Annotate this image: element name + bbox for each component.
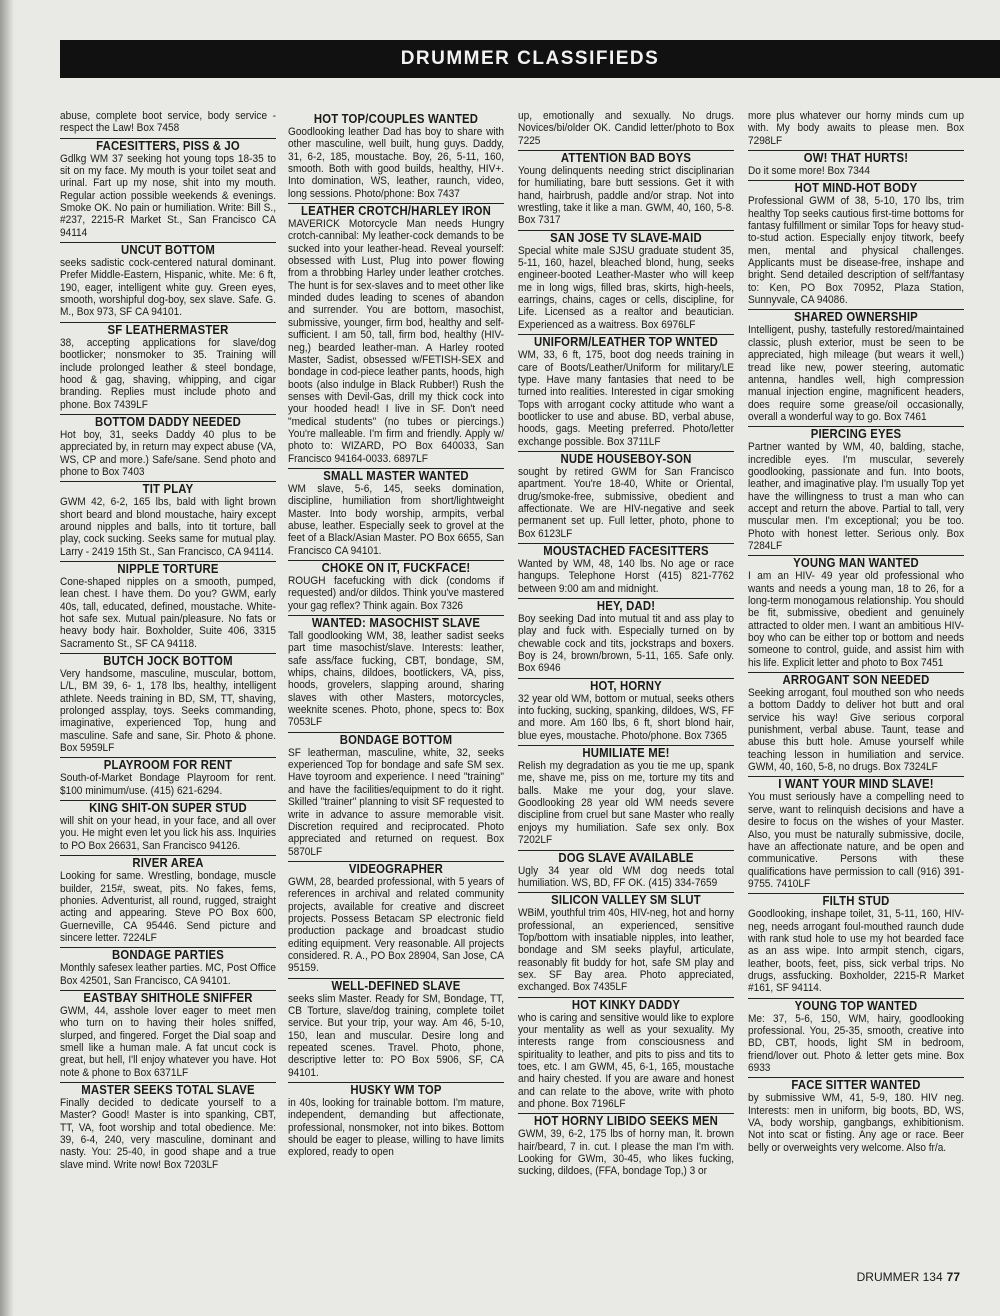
classified-ad (60, 1082, 276, 1171)
ad-heading: WANTED: MASOCHIST SLAVE (288, 615, 504, 630)
ad-body: Seeking arrogant, foul mouthed son who needs a bottom Daddy to deliver hot butt and oral service his way! Give serious corporal punishment, verbal abuse. Taunt, tease and abuse this butt hole. Amuse yourself while teaching lesson in humiliation and service. GWM, 40, 160, 5-8, no drugs. Box 7324LF (748, 687, 964, 774)
classified-ad (288, 560, 504, 612)
ad-heading: HOT KINKY DADDY (518, 997, 734, 1012)
classified-ad (288, 1082, 504, 1159)
ad-heading: RIVER AREA (60, 855, 276, 870)
classified-ad (748, 998, 964, 1075)
ad-body: ROUGH facefucking with dick (condoms if requested) and/or dildos. Think you've mastered your gag reflex? Think again. Box 7326 (288, 575, 504, 612)
ad-body: up, emotionally and sexually. No drugs. Novices/bi/older OK. Candid letter/photo to Box 7225 (518, 110, 734, 147)
classified-ad (288, 468, 504, 557)
classified-ad (518, 850, 734, 890)
classified-ad (60, 757, 276, 797)
ad-heading: KING SHIT-ON SUPER STUD (60, 800, 276, 815)
classified-ad (748, 776, 964, 890)
ad-body: in 40s, looking for trainable bottom. I'm mature, independent, demanding but affectionate, professional, nonsmoker, not into bikes. Bottom should be eager to please, willing to have limits explored, ready to open (288, 1097, 504, 1159)
ad-heading: HEY, DAD! (518, 598, 734, 613)
ad-heading: HOT HORNY LIBIDO SEEKS MEN (518, 1113, 734, 1128)
ad-heading: WELL-DEFINED SLAVE (288, 978, 504, 993)
ad-body: SF leatherman, masculine, white, 32, seeks experienced Top for bondage and safe SM sex. Have toyroom and experience. I need "training" and have the facilities/equipment to do it right. Skilled "trainer" planning to visit SF requested to write in advance to assure memorable visit. Discretion required and reciprocated. Photo appreciated and returned on request. Box 5870LF (288, 746, 504, 858)
ad-heading: NUDE HOUSEBOY-SON (518, 451, 734, 466)
classified-ad (60, 990, 276, 1079)
ad-heading: FACE SITTER WANTED (748, 1077, 964, 1092)
classifieds-column-1 (60, 110, 276, 1174)
ad-body: Professional GWM of 38, 5-10, 170 lbs, trim healthy Top seeks cautious first-time bottoms for fantasy fulfillment or similar Tops for heavy stud-to-stud action. Especially enjoy titwork, beefy men, mental and physical challenges. Applicants must be disease-free, inshape and bright. Send detailed description of self/fantasy to: Ken, PO Box 70952, Plaza Station, Sunnyvale, CA 94086. (748, 195, 964, 307)
ad-heading: HOT TOP/COUPLES WANTED (313, 112, 479, 126)
ad-heading: MASTER SEEKS TOTAL SLAVE (60, 1082, 276, 1097)
ad-body: Do it some more! Box 7344 (748, 165, 871, 178)
ad-heading: UNIFORM/LEATHER TOP WNTED (518, 334, 734, 349)
ad-heading: PLAYROOM FOR RENT (60, 757, 276, 772)
ad-heading: DOG SLAVE AVAILABLE (518, 850, 734, 865)
classified-ad (60, 653, 276, 754)
ad-body: You must seriously have a compelling need to serve, want to relinquish decisions and have a desire to focus on the wishes of your Master. Also, you must be naturally submissive, docile, have an affectionate nature, and be open and communicative. Persons with these qualifications have permission to call (916) 391-9755. 7410LF (748, 791, 964, 890)
classified-ad (748, 426, 964, 552)
ad-heading: YOUNG TOP WANTED (748, 998, 964, 1013)
section-header (60, 40, 1000, 78)
ad-body: more plus whatever our horny minds cum up with. My body awaits to please men. Box 7298LF (748, 110, 964, 147)
classified-ad (288, 203, 504, 465)
ad-heading: ATTENTION BAD BOYS (518, 150, 734, 165)
ad-body: will shit on your head, in your face, and all over you. He might even let you lick his ass. Inquiries to PO Box 26631, San Francisco 94126. (60, 815, 276, 852)
ad-body: by submissive WM, 41, 5-9, 180. HIV neg. Interests: men in uniform, big boots, BD, WS, VA, body worship, gangbangs, exhibitionism. Not into scat or fisting. Any age or race. Beer belly or overweights very welcome. Also fr/a. (748, 1092, 964, 1154)
ad-body: WBiM, youthful trim 40s, HIV-neg, hot and horny professional, an experienced, sensitive Top/bottom with insatiable nipples, into leather, bondage and SM seeks playful, articulate, reasonably fit buddy for hot, safe SM play and sex. SF Bay area. Photo appreciated, exchanged. Box 7435LF (518, 907, 734, 994)
classified-ad (288, 861, 504, 975)
classified-ad (518, 892, 734, 993)
ad-body: 38, accepting applications for slave/dog bootlicker; nonsmoker to 35. Training will include prolonged leather & steel bondage, hood & gag, shaving, whipping, and cigar branding. Replies must include photo and phone. Box 7439LF (60, 336, 276, 411)
classified-ad (518, 334, 734, 448)
ad-heading: SILICON VALLEY SM SLUT (518, 892, 734, 907)
classified-ad (60, 947, 276, 987)
ad-body: Goodlooking leather Dad has boy to share with other masculine, well built, hung guys. Daddy, 31, 6-2, 185, moustache. Boy, 26, 5-11, 160, smooth. Both with good builds, healthy, HIV+. Into domination, WS, leather, raunch, video, long sessions. Photo/phone: Box 7437 (288, 126, 504, 200)
ad-body: Goodlooking, inshape toilet, 31, 5-11, 160, HIV-neg, needs arrogant foul-mouthed raunch dude with rank stud hole to use my hot bearded face as an ass wipe. Into armpit stench, cigars, leather, boots, feet, piss, sick verbal trips. No drugs, assfucking. Boxholder, 2215-R Market #161, SF 94114. (748, 908, 964, 995)
ad-heading: SAN JOSE TV SLAVE-MAID (518, 230, 734, 245)
ad-body: abuse, complete boot service, body service - respect the Law! Box 7458 (60, 110, 276, 135)
classified-ad (748, 893, 964, 994)
ad-body: WM, 33, 6 ft, 175, boot dog needs training in care of Boots/Leather/Uniform for military/LE type. Have many fantasies that need to be turned into realities. Interested in cigar smoking Tops with arrogant cocky attitude who want a bootlicker to use and abuse. BD, verbal abuse, hoods, gags. Meeting preferred. Photo/letter exchange possible. Box 3711LF (518, 349, 734, 448)
classified-ad (288, 615, 504, 729)
ad-body: Intelligent, pushy, tastefully restored/maintained classic, plush exterior, must be seen to be appreciated, high mileage (but wears it well,) tread like new, power steering, automatic antenna, handles well, high compression manual injection engine, magnificent headers, does require some grease/oil occasionally, overall a wonderful way to go. Box 7461 (748, 324, 964, 423)
classified-ad (60, 481, 276, 558)
ad-body: Monthly safesex leather parties. MC, Post Office Box 42501, San Francisco, CA 94101. (60, 962, 276, 987)
ad-heading: CHOKE ON IT, FUCKFACE! (288, 560, 504, 575)
page-number: 77 (946, 1270, 960, 1284)
ad-heading: BUTCH JOCK BOTTOM (60, 653, 276, 668)
classified-ad (748, 110, 964, 147)
classified-ad (748, 180, 964, 306)
ad-heading: SMALL MASTER WANTED (288, 468, 504, 483)
classified-ad (518, 543, 734, 595)
ad-body: Ugly 34 year old WM dog needs total humiliation. WS, BD, FF OK. (415) 334-7659 (518, 864, 734, 889)
page-spine-shadow (0, 0, 14, 1316)
ad-heading: FILTH STUD (748, 893, 964, 908)
ad-body: Wanted by WM, 48, 140 lbs. No age or race hangups. Telephone Horst (415) 821-7762 between 9:00 am and midnight. (518, 557, 734, 595)
ad-body: Relish my degradation as you tie me up, spank me, shave me, piss on me, torture my tits and balls. Make me your dog, your slave. Goodlooking 28 year old WM needs severe discipline from cruel but sane Master who really enjoys my humiliation. Safe sex only. Box 7202LF (518, 760, 734, 847)
classified-ad (748, 555, 964, 669)
ad-heading: EASTBAY SHITHOLE SNIFFER (60, 990, 276, 1005)
classified-ad (288, 112, 504, 200)
ad-heading: LEATHER CROTCH/HARLEY IRON (288, 203, 504, 218)
ad-heading: BONDAGE BOTTOM (288, 732, 504, 747)
ad-body: GWM, 44, asshole lover eager to meet men who turn on to having their holes sniffed, slurped, and fingered. Forget the Dial soap and smell like a human male. A fat uncut cock is great, but hell, I'll enjoy whatever you have. Hot note & phone to Box 6371LF (60, 1004, 276, 1079)
ad-heading: I WANT YOUR MIND SLAVE! (748, 776, 964, 791)
classified-ad (748, 309, 964, 423)
ad-body: South-of-Market Bondage Playroom for rent. $100 minimum/use. (415) 621-6294. (60, 772, 276, 797)
classified-ad (60, 242, 276, 319)
ad-heading: BOTTOM DADDY NEEDED (60, 414, 276, 429)
classified-ad (518, 1113, 734, 1177)
ad-heading: BONDAGE PARTIES (60, 947, 276, 962)
ad-body: Looking for same. Wrestling, bondage, muscle builder, 215#, sweat, pits. No fakes, fems, phonies. Adventurist, all round, rugged, straight acting and appearing. Steve PO Box 600, Guerneville, CA 95446. Send picture and sincere letter. 7224LF (60, 870, 276, 944)
section-title: DRUMMER CLASSIFIEDS (400, 48, 660, 69)
ad-heading: SF LEATHERMASTER (60, 322, 276, 337)
ad-heading: HUSKY WM TOP (288, 1082, 504, 1097)
ad-body: Gdlkg WM 37 seeking hot young tops 18-35 to sit on my face. My mouth is your toilet seat and urinal. Fart up my nose, shit into my mouth. Regular action possible weekends & evenings. Smoke OK. No pain or humiliation. Write: Bill S., #237, 2215-R Market St., San Francisco CA 94114 (60, 152, 276, 239)
ad-heading: FACESITTERS, PISS & JO (60, 138, 276, 153)
classified-ad (518, 150, 734, 227)
ad-body: Very handsome, masculine, muscular, bottom, L/L, BM 39, 6- 1, 178 lbs, healthy, intelligent athlete. Needs training in BD, SM, TT, shaving, prolonged assplay, toys. Seeks commanding, imaginative, experienced Top, hung and masculine. Safe and sane, Sir. Photo & phone. Box 5959LF (60, 668, 276, 755)
classified-ad (518, 678, 734, 742)
ad-body: Partner wanted by WM, 40, balding, stache, incredible eyes. I'm muscular, severely goodlooking, passionate and fun. Into boots, leather, and imaginative play. I'm usually Top yet have the willingness to trust a man who can accept and return the above. Partial to tall, very muscular men. I'm exceptional; you be too. Photo with honest letter. Serious only. Box 7284LF (748, 441, 964, 552)
ad-body: Special white male SJSU graduate student 35, 5-11, 160, hazel, bleached blond, hung, seeks engineer-booted Leather-Master who will keep me in long wigs, filled bras, skirts, high-heels, earrings, chains, cages or cells, discipline, for Life. Licensed as a realtor and beautician. Experienced as a waitress. Box 6976LF (518, 244, 734, 331)
ad-body: WM slave, 5-6, 145, seeks domination, discipline, humiliation from short/lightweight Master. Into body worship, armpits, verbal abuse, leather. Especially seek to grovel at the feet of a Black/Asian Master. PO Box 6655, San Francisco CA 94101. (288, 482, 504, 557)
classified-ad (748, 150, 964, 177)
ad-heading: UNCUT BOTTOM (60, 242, 276, 257)
ad-body: GWM 42, 6-2, 165 lbs, bald with light brown short beard and blond moustache, hairy except around nipples and balls, into tit torture, ball play, cock sucking. Seeks same for mutual play. Larry - 2419 15th St., San Francisco, CA 94114. (60, 496, 276, 558)
classified-ad (60, 855, 276, 944)
magazine-issue: DRUMMER 134 (856, 1270, 943, 1284)
classified-ad (518, 110, 734, 147)
classified-ad (288, 732, 504, 858)
ad-body: MAVERICK Motorcycle Man needs Hungry crotch-cannibal: My leather-cock demands to be sucked into your leather-head. Reveal yourself: obsessed with Lust, Plug into power flowing from a throbbing Harley under leather crotches. The hunt is for sex-slaves and to meet other like minded dudes leading to scenes of abandon and surrender. You are bottom, masochist, submissive, younger, firm bod, healthy and self-sufficient. I am 50, tall, firm bod, healthy (HIV-neg,) bearded leather-man. A Harley rooted Master, Sadist, obsessed w/FETISH-SEX and bondage in cod-piece leather pants, hoods, high boots (also indulge in Black Rubber!) Rush the senses with Devil-Gas, drill my thick cock into your hooded head! I live in SF. Don't need "medical students" (no tubes or piercings.) You're malleable. I'm firm and friendly. Apply w/ photo to: WIZARD, PO Box 640033, San Francisco 94164-0033. 6897LF (288, 218, 504, 465)
ad-heading: NIPPLE TORTURE (60, 561, 276, 576)
classifieds-column-3 (518, 110, 734, 1181)
ad-body: Boy seeking Dad into mutual tit and ass play to play and fuck with. Especially turned on by chewable cock and tits, jockstraps and boxers. Boy is 24, brown/brown, 5-11, 165. Safe only. Box 6946 (518, 613, 734, 675)
ad-heading: YOUNG MAN WANTED (748, 555, 964, 570)
ad-body: seeks slim Master. Ready for SM, Bondage, TT, CB Torture, slave/dog training, complete toilet service. But your trip, your way. Am 46, 5-10, 150, lean and muscular. Desire long and repeated scenes. Travel. Photo, phone, descriptive letter to: PO Box 5906, SF, CA 94101. (288, 992, 504, 1079)
page-footer (857, 1270, 960, 1284)
ad-heading: PIERCING EYES (748, 426, 964, 441)
classified-ad (60, 800, 276, 852)
classified-ad (748, 1077, 964, 1154)
ad-body: Finally decided to dedicate yourself to a Master? Good! Master is into spanking, CBT, TT, VA, foot worship and total obedience. Me: 39, 6-4, 240, very masculine, dominant and nasty. You: 25-40, in good shape and a true slave mind. Write now! Box 7203LF (60, 1096, 276, 1171)
classified-ad (60, 322, 276, 411)
ad-body: Cone-shaped nipples on a smooth, pumped, lean chest. I have them. Do you? GWM, early 40s, tall, educated, defined, moustache. White-hot safe sex. Mutual pain/pleasure. No fats or heavy body hair. Boxholder, Suite 406, 3315 Sacramento St., SF CA 94118. (60, 575, 276, 650)
classified-ad (518, 598, 734, 675)
ad-heading: MOUSTACHED FACESITTERS (518, 543, 734, 558)
ad-heading: HOT, HORNY (518, 678, 734, 693)
classifieds-column-2 (288, 110, 504, 1162)
ad-heading: VIDEOGRAPHER (288, 861, 504, 876)
classified-ad (60, 414, 276, 478)
classified-ad (518, 997, 734, 1111)
ad-body: GWM, 39, 6-2, 175 lbs of horny man, lt. brown hair/beard, 7 in. cut. I please the man I'm with. Looking for GWm, 30-45, who likes fucking, sucking, dildoes, (FFA, bondage Top,) 3 or (518, 1128, 734, 1178)
classifieds-column-4 (748, 110, 964, 1157)
ad-body: who is caring and sensitive would like to explore your mentality as well as your sexuality. My interests range from consciousness and spirituality to leather, and pits to piss and tits to toes, etc. I am GWM, 45, 6-1, 165, moustache and hairy chested. If you are aware and honest and can relate to the above, write with photo and phone. Box 7196LF (518, 1011, 734, 1110)
ad-heading: ARROGANT SON NEEDED (748, 672, 964, 687)
ad-heading: TIT PLAY (60, 481, 276, 496)
ad-body: GWM, 28, bearded professional, with 5 years of references in archival and related community projects, available for creative and discreet projects. Possess Betacam SP electronic field production package and broadcast studio editing equipment. Very reasonable. All projects considered. R. A., PO Box 28904, San Jose, CA 95159. (288, 875, 504, 975)
ad-heading: OW! THAT HURTS! (748, 150, 964, 165)
classified-ad (60, 561, 276, 650)
classified-ad (60, 138, 276, 239)
ad-body: Hot boy, 31, seeks Daddy 40 plus to be appreciated by, in return may expect abuse (VA, WS, CP and more.) Safe/sane. Send photo and phone to Box 7403 (60, 428, 276, 478)
ad-body: Me: 37, 5-6, 150, WM, hairy, goodlooking professional. You, 25-35, smooth, creative into BD, CBT, hoods, light SM in bedroom, friend/lover out. Photo & letter gets mine. Box 6933 (748, 1012, 964, 1074)
ad-body: Tall goodlooking WM, 38, leather sadist seeks part time masochist/slave. Interests: leather, safe ass/face fucking, CBT, bondage, SM, whips, chains, dildoes, bootlickers, VA, piss, hoods, grovelers, slapping around, sharing slaves with other Masters, motorcycles, weeknite scenes. Photo, phone, specs to: Box 7053LF (288, 630, 504, 729)
ad-body: I am an HIV- 49 year old professional who wants and needs a young man, 18 to 26, for a long-term monogamous relationship. You should be fit, submissive, obedient and genuinely attracted to older men. I want an ambitious HIV- boy who can be either top or bottom and needs someone to control, guide, and assist him with his life. Explicit letter and photo to Box 7451 (748, 570, 964, 669)
classified-ad (518, 745, 734, 846)
ad-heading: HOT MIND-HOT BODY (748, 180, 964, 195)
classified-ad (60, 110, 276, 135)
ad-heading: SHARED OWNERSHIP (748, 309, 964, 324)
ad-body: Young delinquents needing strict disciplinarian for humiliating, bare butt sessions. Get it with hand, hairbrush, paddle and/or strap. Not into wrestling, take it like a man. GWM, 40, 160, 5-8. Box 7317 (518, 165, 734, 227)
classified-ad (518, 451, 734, 540)
classified-ad (518, 230, 734, 331)
ad-heading: HUMILIATE ME! (518, 745, 734, 760)
classified-ad (748, 672, 964, 773)
ad-body: seeks sadistic cock-centered natural dominant. Prefer Middle-Eastern, Hispanic, white. Me: 6 ft, 190, eager, intelligent white guy. Green eyes, smooth, worshipful dog-boy, sex slave. Safe. G. M., Box 973, SF CA 94101. (60, 257, 276, 319)
ad-body: 32 year old WM, bottom or mutual, seeks others into fucking, sucking, spanking, dildoes, WS, FF and more. Am 160 lbs, 6 ft, short blond hair, blue eyes, moustache. Photo/phone. Box 7365 (518, 692, 734, 742)
ad-body: sought by retired GWM for San Francisco apartment. You're 18-40, White or Oriental, drug/smoke-free, submissive, obedient and affectionate. We are HIV-negative and seek permanent set up. Full letter, photo, phone to Box 6123LF (518, 465, 734, 540)
classified-ad (288, 978, 504, 1079)
